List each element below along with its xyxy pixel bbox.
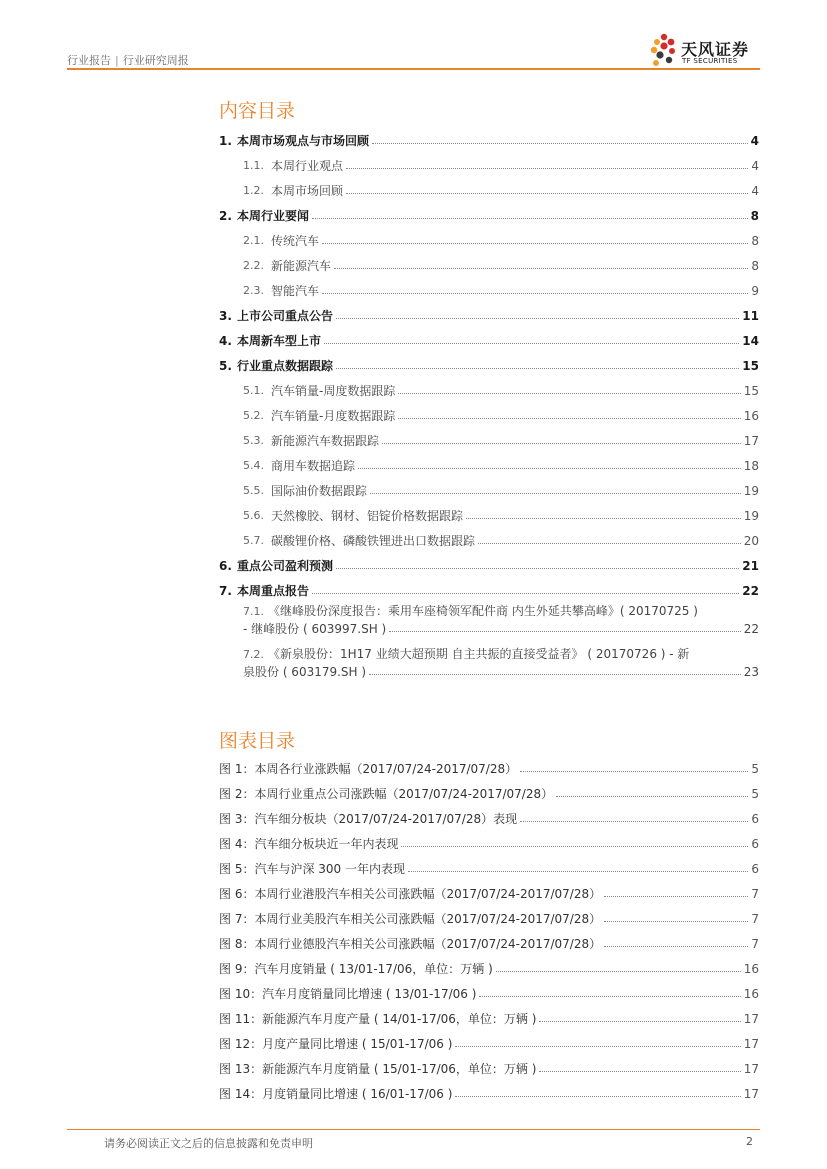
dot-leader [398,393,740,394]
figure-entry-label: 图 3：汽车细分板块（2017/07/24-2017/07/28）表现 [219,812,518,826]
figure-entry-label: 图 10：汽车月度销量同比增速 ( 13/01-17/06 ) [219,987,477,1001]
toc-entry[interactable] [219,503,759,528]
dot-leader [455,1046,740,1047]
toc-entry-page: 4 [751,183,759,198]
dot-leader [336,318,739,319]
toc-entry-label: 新能源汽车 [271,259,332,273]
toc-entry[interactable] [219,353,759,378]
toc-entry-label: 传统汽车 [271,234,320,248]
toc-entry-label: 汽车销量-周度数据跟踪 [271,384,396,398]
flower-logo-icon [648,33,678,69]
breadcrumb-report-subtype: 行业研究周报 [122,54,189,67]
figure-entry-label: 图 14：月度销量同比增速 ( 16/01-17/06 ) [219,1087,453,1101]
dot-leader [322,243,748,244]
toc-entry-page: 23 [743,664,759,679]
toc-entry-number: 5.1. [243,384,264,397]
toc-entry-label: 新能源汽车数据跟踪 [271,434,380,448]
toc-entry-number: 5.6. [243,509,264,522]
figure-entry-page: 7 [751,936,759,951]
page-number: 2 [746,1135,753,1148]
header-divider [67,68,760,70]
dot-leader [604,921,748,922]
toc-entry-label-line2 [243,620,759,637]
breadcrumb [67,52,189,68]
toc-entry-label: 本周市场观点与市场回顾 [237,134,370,148]
figure-entry-page: 7 [751,911,759,926]
toc-entry-number: 5. [219,358,232,373]
toc-entry-label: 汽车销量-月度数据跟踪 [271,409,396,423]
toc-entry[interactable] [219,253,759,278]
toc-entry[interactable] [219,646,759,689]
figure-entry-page: 17 [743,1061,759,1076]
breadcrumb-report-type: 行业报告 [67,54,111,67]
dot-leader [346,168,748,169]
figure-entry-label: 图 5：汽车与沪深 300 一年内表现 [219,862,405,876]
dot-leader [372,143,748,144]
toc-entry-number: 7. [219,583,232,598]
toc-entry-label: 本周新车型上市 [237,334,322,348]
toc-entry-number: 2. [219,208,232,223]
figure-entry-label: 图 7：本周行业美股汽车相关公司涨跌幅（2017/07/24-2017/07/28） [219,912,602,926]
dot-leader [604,946,748,947]
toc-entry[interactable] [219,428,759,453]
breadcrumb-separator: | [115,54,119,67]
toc-entry-page: 9 [751,283,759,298]
dot-leader [312,593,739,594]
brand-name-en: TF SECURITIES [682,57,738,65]
dot-leader [358,468,741,469]
dot-leader [539,1071,740,1072]
toc-entry-page: 20 [743,533,759,548]
dot-leader [334,268,748,269]
toc-entry-label: 国际油价数据跟踪 [271,484,368,498]
toc-entry-label: 上市公司重点公告 [237,309,334,323]
dot-leader [324,343,739,344]
dot-leader [312,218,748,219]
toc-entry-number: 1. [219,133,232,148]
toc-entry-page: 19 [743,483,759,498]
toc-entry[interactable] [219,228,759,253]
toc-entry-number: 5.3. [243,434,264,447]
toc-entry-label-line1 [243,646,759,663]
toc-entry[interactable] [219,553,759,578]
toc-entry[interactable] [219,403,759,428]
toc-entry-page: 14 [742,333,759,348]
toc-entry-label: 天然橡胶、钢材、铝锭价格数据跟踪 [271,509,464,523]
figure-index [219,756,759,1106]
toc-entry-page: 22 [742,583,759,598]
toc-entry-page: 17 [743,433,759,448]
figure-entry-page: 6 [751,811,759,826]
toc-entry-page: 8 [751,233,759,248]
dot-leader [539,1021,740,1022]
figure-entry-page: 17 [743,1036,759,1051]
dot-leader [478,543,741,544]
dot-leader [496,971,741,972]
toc-entry-page: 19 [743,508,759,523]
toc-entry[interactable] [219,378,759,403]
dot-leader [336,368,739,369]
toc-entry[interactable] [219,528,759,553]
figure-entry-page: 5 [751,786,759,801]
figure-entry-label: 图 11：新能源汽车月度产量 ( 14/01-17/06，单位：万辆 ) [219,1012,537,1026]
toc-entry[interactable] [219,178,759,203]
dot-leader [520,771,748,772]
toc-entry[interactable] [219,203,759,228]
toc-entry-page: 18 [743,458,759,473]
toc-title: 内容目录 [219,100,296,122]
dot-leader [408,871,748,872]
toc-entry[interactable] [219,128,759,153]
dot-leader [455,1096,740,1097]
toc-entry-number: 1.1. [243,159,264,172]
dot-leader [556,796,748,797]
figure-entry[interactable] [219,1006,759,1031]
dot-leader [322,293,748,294]
figure-entry-page: 17 [743,1086,759,1101]
figure-entry-page: 6 [751,861,759,876]
figure-entry-label: 图 8：本周行业德股汽车相关公司涨跌幅（2017/07/24-2017/07/28） [219,937,602,951]
figure-entry-label: 图 6：本周行业港股汽车相关公司涨跌幅（2017/07/24-2017/07/28） [219,887,602,901]
toc-entry-label-cont: 泉股份 ( 603179.SH ) [243,665,367,679]
figure-entry[interactable] [219,1031,759,1056]
figure-entry-label: 图 4：汽车细分板块近一年内表现 [219,837,399,851]
toc-entry-number: 5.4. [243,459,264,472]
toc-entry-number: 1.2. [243,184,264,197]
dot-leader [466,518,741,519]
toc-entry-label: 商用车数据追踪 [271,459,356,473]
toc-entry[interactable] [219,478,759,503]
toc-entry-label: 本周重点报告 [237,584,310,598]
dot-leader [336,568,739,569]
dot-leader [479,996,740,997]
toc-entry-number: 5.2. [243,409,264,422]
figure-entry[interactable] [219,856,759,881]
figure-entry-page: 6 [751,836,759,851]
dot-leader [398,418,740,419]
toc-entry-number: 2.2. [243,259,264,272]
figure-entry-label: 图 12：月度产量同比增速 ( 15/01-17/06 ) [219,1037,453,1051]
toc-entry-number: 3. [219,308,232,323]
toc-entry-number: 6. [219,558,232,573]
figure-entry-page: 17 [743,1011,759,1026]
toc-entry-page: 8 [751,258,759,273]
figure-entry-page: 5 [751,761,759,776]
dot-leader [346,193,748,194]
figure-entry-label: 图 9：汽车月度销量 ( 13/01-17/06，单位：万辆 ) [219,962,493,976]
toc-entry-page: 11 [742,308,759,323]
dot-leader [370,493,741,494]
toc-entry-page: 22 [743,621,759,636]
toc-entry-label-line2 [243,663,759,680]
figure-entry[interactable] [219,981,759,1006]
toc-entry-page: 8 [750,208,759,223]
figure-entry-label: 图 13：新能源汽车月度销量 ( 15/01-17/06，单位：万辆 ) [219,1062,537,1076]
brand-name-cn: 天风证券 [681,40,750,59]
figure-entry[interactable] [219,881,759,906]
toc-entry-number: 4. [219,333,232,348]
toc-entry[interactable] [219,453,759,478]
dot-leader [520,821,748,822]
figure-entry[interactable] [219,756,759,781]
figure-entry[interactable] [219,806,759,831]
toc-entry-page: 21 [742,558,759,573]
toc-entry-page: 4 [751,158,759,173]
toc-entry-label: 智能汽车 [271,284,320,298]
toc-entry-label: 本周市场回顾 [271,184,344,198]
toc-entry[interactable] [219,578,759,603]
figure-entry[interactable] [219,1056,759,1081]
toc-entry-label: 重点公司盈利预测 [237,559,334,573]
toc-entry-number: 7.2. [243,648,264,661]
toc-entry-page: 15 [743,383,759,398]
dot-leader [604,896,748,897]
figure-entry[interactable] [219,906,759,931]
figure-entry-page: 16 [743,986,759,1001]
toc-entry-label-cont: - 继峰股份 ( 603997.SH ) [243,622,387,636]
toc-entry-number: 5.5. [243,484,264,497]
toc-entry-label: 本周行业观点 [271,159,344,173]
tf-securities-logo [648,33,760,69]
toc-entry-label: 《新泉股份：1H17 业绩大超预期 自主共振的直接受益者》 ( 20170726 ) - 新 [268,647,690,661]
figure-entry-page: 16 [743,961,759,976]
figure-entry[interactable] [219,956,759,981]
toc-entry-number: 5.7. [243,534,264,547]
dot-leader [382,443,741,444]
toc-entry-number: 2.3. [243,284,264,297]
dot-leader [369,674,741,675]
figure-entry[interactable] [219,1081,759,1106]
toc-entry-label: 行业重点数据跟踪 [237,359,334,373]
figure-entry-label: 图 1：本周各行业涨跌幅（2017/07/24-2017/07/28） [219,762,518,776]
figure-entry-page: 7 [751,886,759,901]
toc-entry-number: 7.1. [243,605,264,618]
figure-entry[interactable] [219,931,759,956]
figure-entry-label: 图 2：本周行业重点公司涨跌幅（2017/07/24-2017/07/28） [219,787,554,801]
toc-entry-page: 16 [743,408,759,423]
footer-divider [67,1129,760,1130]
toc-entry-label: 《继峰股份深度报告：乘用车座椅领军配件商 内生外延共攀高峰》( 20170725 ) [268,604,698,618]
figure-entry[interactable] [219,781,759,806]
toc-entry-number: 2.1. [243,234,264,247]
toc-entry[interactable] [219,153,759,178]
toc-entry[interactable] [219,303,759,328]
toc-entry-page: 4 [750,133,759,148]
toc-entry-page: 15 [742,358,759,373]
toc-entry-label-line1 [243,603,759,620]
toc-entry[interactable] [219,603,759,646]
footer-disclaimer: 请务必阅读正文之后的信息披露和免责申明 [104,1137,313,1150]
toc-entry-label: 碳酸锂价格、磷酸铁锂进出口数据跟踪 [271,534,476,548]
dot-leader [401,846,748,847]
table-of-contents [219,128,759,689]
toc-entry[interactable] [219,328,759,353]
figure-index-title: 图表目录 [219,730,296,752]
toc-entry-label: 本周行业要闻 [237,209,310,223]
figure-entry[interactable] [219,831,759,856]
dot-leader [389,631,741,632]
page-header [67,0,760,72]
toc-entry[interactable] [219,278,759,303]
